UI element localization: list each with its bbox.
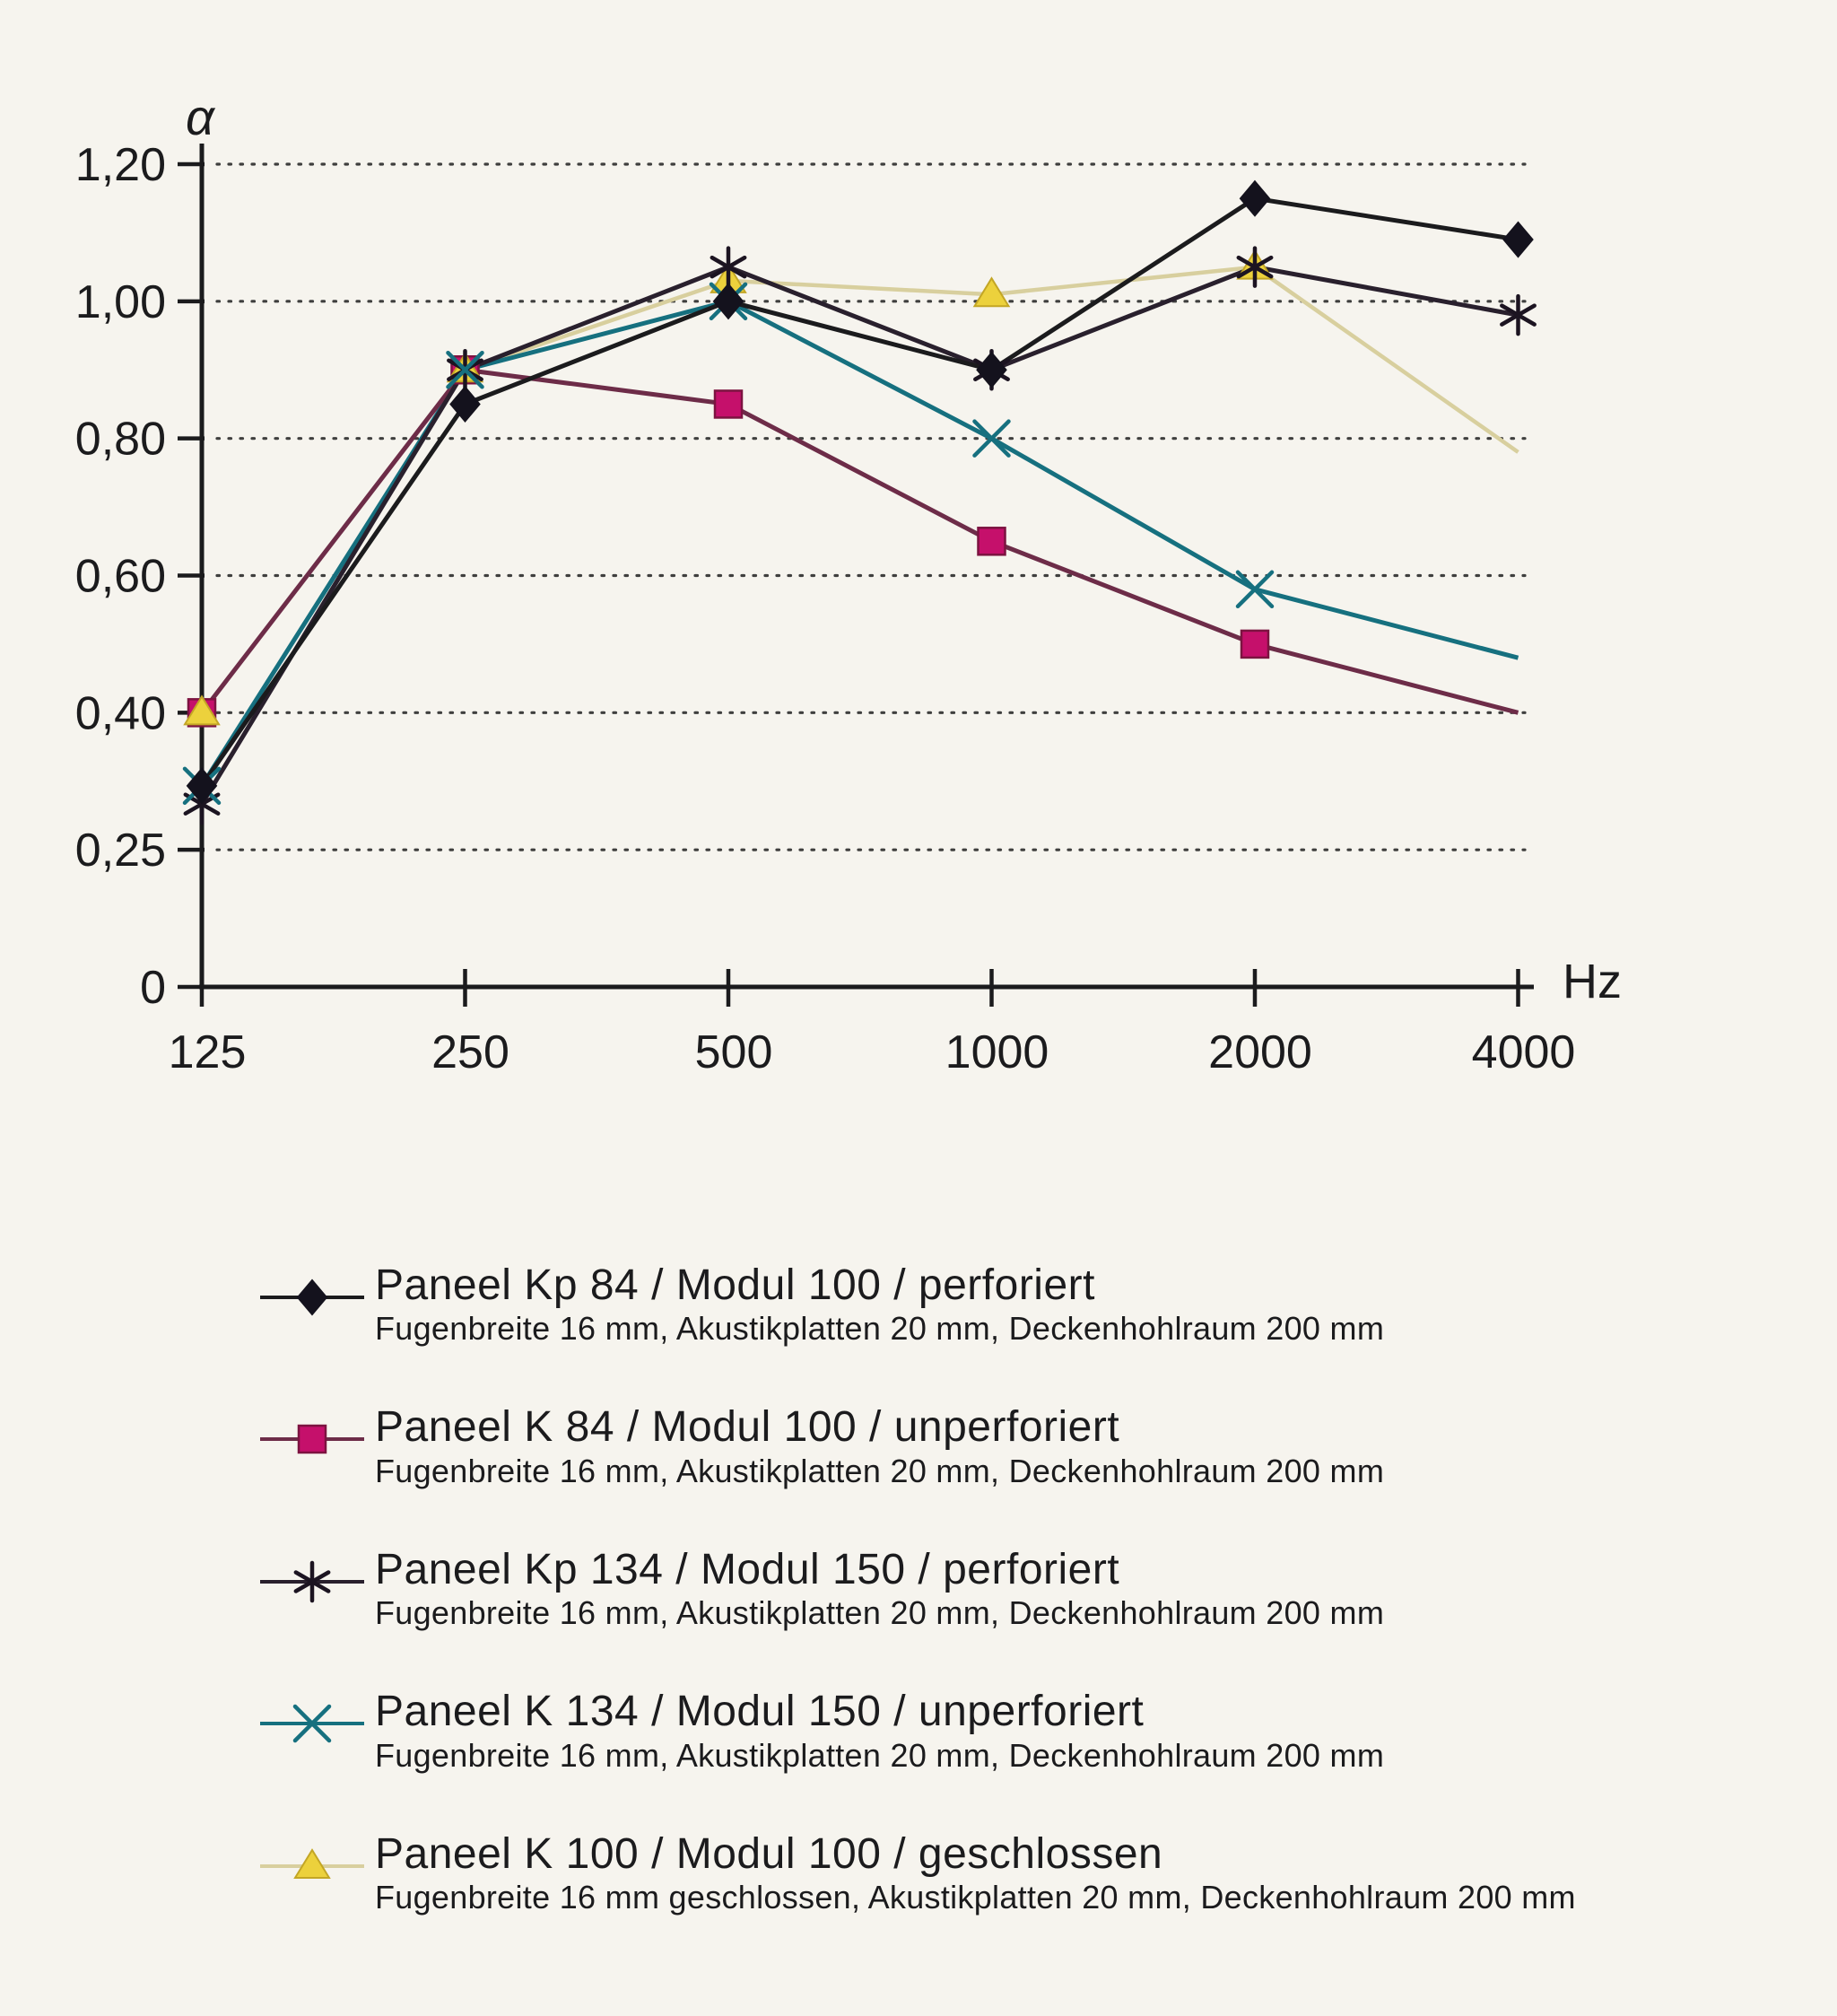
chart-legend: [258, 1263, 1604, 1974]
y-tick-label: 0,80: [74, 413, 166, 466]
marker-diamond: [1504, 223, 1533, 257]
marker-triangle: [295, 1850, 329, 1878]
legend-series-subtitle: Fugenbreite 16 mm, Akustikplatten 20 mm, Deckenhohlraum 200 mm: [375, 1310, 1385, 1348]
legend-series-title: Paneel Kp 84 / Modul 100 / perforiert: [375, 1261, 1095, 1309]
x-tick-label: 125: [168, 1026, 247, 1078]
legend-series-marker-icon: [258, 1845, 366, 1892]
y-tick-label: 0: [140, 962, 166, 1014]
triangle-legend-icon: [258, 1845, 366, 1888]
x-tick-label: 500: [694, 1026, 773, 1078]
legend-item-kp84: [258, 1263, 1604, 1348]
y-tick-label: 0,25: [74, 825, 166, 877]
data-series: [185, 181, 1535, 823]
triangle-shape: [295, 1850, 329, 1878]
square-shape: [1241, 631, 1268, 658]
marker-square: [715, 390, 742, 417]
marker-x: [1238, 572, 1272, 607]
legend-series-marker-icon: [258, 1276, 366, 1323]
x-legend-icon: [258, 1702, 366, 1745]
series-line-kp134: [202, 267, 1519, 805]
gridlines: [217, 164, 1525, 850]
legend-series-subtitle: Fugenbreite 16 mm geschlossen, Akustikplatten 20 mm, Deckenhohlraum 200 mm: [375, 1878, 1576, 1916]
x-tick-label: 1000: [945, 1026, 1049, 1078]
diamond-legend-icon: [258, 1276, 366, 1319]
x-axis-unit-hz: Hz: [1563, 955, 1622, 1008]
x-tick-label: 250: [431, 1026, 509, 1078]
legend-series-subtitle: Fugenbreite 16 mm, Akustikplatten 20 mm, Deckenhohlraum 200 mm: [375, 1736, 1385, 1774]
square-shape: [715, 390, 742, 417]
diamond-shape: [298, 1280, 326, 1314]
square-shape: [299, 1426, 326, 1453]
marker-square: [979, 528, 1006, 554]
legend-series-marker-icon: [258, 1418, 366, 1465]
square-shape: [979, 528, 1006, 554]
legend-series-subtitle: Fugenbreite 16 mm, Akustikplatten 20 mm, Deckenhohlraum 200 mm: [375, 1594, 1385, 1632]
marker-diamond: [978, 353, 1006, 387]
marker-diamond: [298, 1280, 326, 1314]
diamond-shape: [1241, 181, 1269, 215]
y-tick-label: 0,60: [74, 550, 166, 603]
x-tick-label: 2000: [1208, 1026, 1312, 1078]
legend-item-k100: [258, 1829, 1604, 1917]
marker-square: [299, 1426, 326, 1453]
diamond-shape: [1504, 223, 1533, 257]
asterisk-legend-icon: [258, 1560, 366, 1603]
legend-item-k134: [258, 1689, 1604, 1775]
square-legend-icon: [258, 1418, 366, 1461]
legend-series-title: Paneel Kp 134 / Modul 150 / perforiert: [375, 1545, 1120, 1593]
legend-series-title: Paneel K 134 / Modul 150 / unperforiert: [375, 1688, 1145, 1736]
marker-x: [975, 422, 1009, 456]
y-axis-symbol-alpha: α: [186, 89, 214, 145]
legend-item-k84: [258, 1405, 1604, 1490]
diamond-shape: [978, 353, 1006, 387]
series-line-k84: [202, 370, 1519, 712]
legend-series-title: Paneel K 84 / Modul 100 / unperforiert: [375, 1403, 1120, 1452]
marker-diamond: [1241, 181, 1269, 215]
legend-series-marker-icon: [258, 1560, 366, 1608]
legend-item-kp134: [258, 1545, 1604, 1633]
legend-series-subtitle: Fugenbreite 16 mm, Akustikplatten 20 mm, Deckenhohlraum 200 mm: [375, 1452, 1385, 1489]
axis-tick-labels: [75, 139, 1576, 1078]
legend-series-marker-icon: [258, 1702, 366, 1750]
y-tick-label: 0,40: [74, 687, 166, 740]
y-tick-label: 1,20: [74, 139, 166, 191]
x-tick-label: 4000: [1471, 1026, 1576, 1078]
legend-series-title: Paneel K 100 / Modul 100 / geschlossen: [375, 1829, 1163, 1878]
marker-square: [1241, 631, 1268, 658]
y-tick-label: 1,00: [74, 275, 166, 328]
